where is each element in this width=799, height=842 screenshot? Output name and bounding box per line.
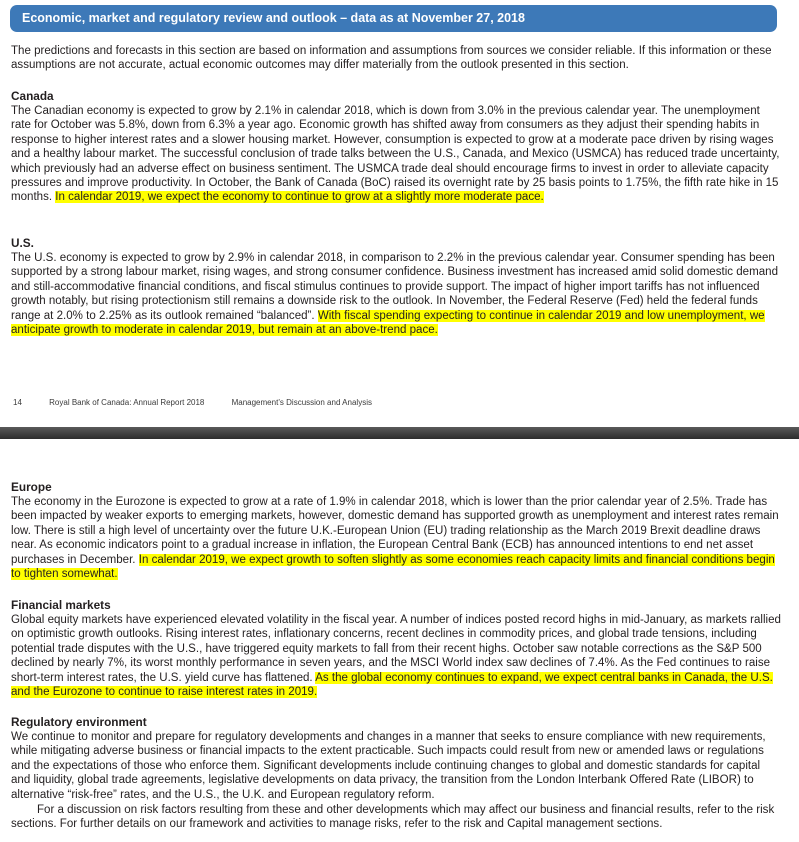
markets-text: Global equity markets have experienced elevated volatility in the fiscal year. A number of indices posted record highs in mid-January, as markets rallied on optimistic growth outlooks. Rising interest rates, inflationary concerns, recent declines in commodity prices, and global trade tensions, including potential trade disputes with the U.S., have triggered equity markets to fall from their recent highs. October saw notable corrections as the S&P 500 declined by nearly 7%, its worst monthly performance in seven years, and the MSCI World index saw declines of 7.4%. As the Fed continues to raise short-term interest rates, the U.S. yield curve has flattened.: [11, 614, 781, 684]
markets-highlight: As the global economy continues to expand, we expect central banks in Canada, the U.S. and the Eurozone to continue to raise interest rates in 2019.: [11, 671, 773, 699]
section-banner: Economic, market and regulatory review and outlook – data as at November 27, 2018: [10, 5, 777, 32]
section-title: Management’s Discussion and Analysis: [231, 398, 372, 407]
page-divider: [0, 427, 799, 439]
us-highlight: With fiscal spending expecting to continue in calendar 2019 and low unemployment, we anticipate growth to moderate in calendar 2019, but remain at an above-trend pace.: [11, 309, 765, 337]
regulatory-paragraph: We continue to monitor and prepare for regulatory developments and changes in a manner that seeks to ensure compliance with new requirements, while mitigating adverse business or financial impacts to the extent practicable. Such impacts could result from new or amended laws or regulations and the expectations of those who enforce them. Significant developments include continuing changes to global and domestic standards for capital and liquidity, global trade agreements, legislative developments on data privacy, the transition from the London Interbank Offered Rate (LIBOR) to alternative “risk-free” rates, and the U.S., the U.K. and European regulatory reform.: [11, 731, 766, 801]
canada-heading: Canada: [11, 89, 54, 103]
intro-paragraph: The predictions and forecasts in this section are based on information and assumptions from sources we consider reliable. If this information or these assumptions are not accurate, actual economic outcomes may differ materially from the outlook presented in this section.: [11, 45, 772, 72]
report-title: Royal Bank of Canada: Annual Report 2018: [49, 398, 205, 407]
regulatory-heading: Regulatory environment: [11, 715, 147, 729]
markets-heading: Financial markets: [11, 598, 111, 612]
europe-text: The economy in the Eurozone is expected to grow at a rate of 1.9% in calendar 2018, which is lower than the prior calendar year of 2.5%. Trade has been impacted by weaker exports to emerging markets, however, domestic demand has supported growth as unemployment and interest rates remain low. There is still a high level of uncertainty over the future U.K.-European Union (EU) trading relationship as the March 2019 Brexit deadline draws near. As economic indicators point to a gradual increase in inflation, the European Central Bank (ECB) has announced intentions to end net asset purchases in December.: [11, 496, 779, 566]
europe-heading: Europe: [11, 480, 52, 494]
canada-text: The Canadian economy is expected to grow by 2.1% in calendar 2018, which is down from 3.0% in the previous calendar year. The unemployment rate for October was 5.8%, down from 6.3% a year ago. Economic growth has shifted away from consumers as they adjust their spending habits in response to higher interest rates and a slower housing market. However, consumption is expected to grow at a moderate pace driven by rising wages and a healthy labour market. The successful conclusion of trade talks between the U.S., Canada, and Mexico (USMCA) has reduced trade uncertainty, which previously had an adverse effect on business sentiment. The USMCA trade deal should encourage firms to invest in order to alleviate capacity pressures and improve productivity. In October, the Bank of Canada (BoC) raised its overnight rate by 25 basis points to 1.75%, the fifth rate hike in 15 months.: [11, 105, 780, 204]
page-footer: [13, 398, 397, 407]
us-paragraph: [11, 251, 781, 337]
regulatory-paragraph-2: For a discussion on risk factors resulting from these and other developments which may affect our business and financial results, refer to the risk sections. For further details on our framework and activities to manage risks, refer to the risk and Capital management sections.: [11, 804, 775, 831]
canada-highlight: In calendar 2019, we expect the economy to continue to grow at a slightly more moderate pace.: [55, 191, 544, 204]
us-heading: U.S.: [11, 236, 34, 250]
page-number: 14: [13, 398, 22, 407]
markets-paragraph: [11, 613, 781, 699]
us-text: The U.S. economy is expected to grow by 2.9% in calendar 2018, in comparison to 2.2% in the previous calendar year. Consumer spending has been supported by a strong labour market, rising wages, and strong consumer confidence. Business investment has increased amid solid domestic demand and still-accommodative financial conditions, and fiscal stimulus continues to provide support. The impact of higher import tariffs has not influenced growth notably, but rising protectionism still remains a downside risk to the outlook. In November, the Federal Reserve (Fed) held the federal funds range at 2.0% to 2.25% as its outlook remained “balanced”.: [11, 252, 778, 322]
canada-paragraph: [11, 104, 781, 205]
europe-paragraph: [11, 495, 781, 581]
europe-highlight: In calendar 2019, we expect growth to soften slightly as some economies reach capacity limits and financial conditions begin to tighten somewhat.: [11, 553, 775, 581]
